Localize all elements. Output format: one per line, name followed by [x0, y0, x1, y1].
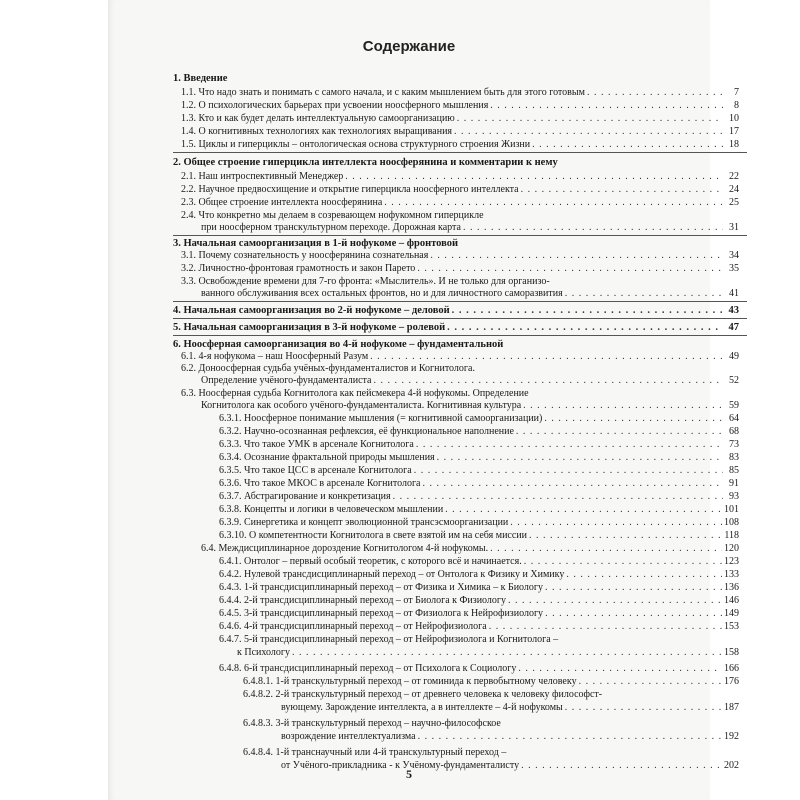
toc-entry-line[interactable]: 6.4.8.2. 2-й транскультурный переход – от древнего человека к человеку философст- [243, 689, 603, 700]
section-divider [173, 152, 747, 153]
toc-entry-line[interactable]: 6.3. Ноосферная судьба Когнитолога как пейсмекера 4-й нофукомы. Определение [181, 388, 529, 399]
toc-entry[interactable]: 3.1. Почему сознательность у ноосферянина сознательная . . . 34 [181, 250, 739, 261]
section-divider [173, 318, 747, 319]
toc-entry[interactable]: ванного обслуживания всех остальных фронтов, но и для личностного саморазвития . . . 41 [201, 288, 739, 299]
toc-entry-line[interactable]: 6.2. Доноосферная судьба учёных-фундаменталистов и Когнитолога. [181, 363, 475, 374]
toc-entry[interactable]: 6.3.3. Что такое УМК в арсенале Когнитолога . . . 73 [219, 439, 739, 450]
section-heading[interactable]: 1. Введение [173, 73, 228, 84]
toc-entry[interactable]: 6.3.2. Научно-осознанная рефлексия, её функциональное наполнение . . . 68 [219, 426, 739, 437]
toc-entry[interactable]: 2.3. Общее строение интеллекта ноосферянина . . . 25 [181, 197, 739, 208]
section-divider [173, 235, 747, 236]
section-heading[interactable]: 2. Общее строение гиперцикла интеллекта ноосферянина и комментарии к нему [173, 157, 558, 168]
toc-entry-line[interactable]: 2.4. Что конкретно мы делаем в созревающем нофукомном гиперцикле [181, 210, 484, 221]
toc-entry[interactable]: 6.4.1. Онтолог – первый особый теоретик, с которого всё и начинается. . . . 123 [219, 556, 739, 567]
toc-entry[interactable]: возрождение интеллектуализма . . . 192 [281, 731, 739, 742]
toc-entry[interactable]: 2.1. Наш интроспективный Менеджер . . . 22 [181, 171, 739, 182]
toc-entry[interactable]: 6.1. 4-я нофукома – наш Ноосферный Разум . . . 49 [181, 351, 739, 362]
toc-entry[interactable]: 6.4.6. 4-й трансдисциплинарный переход – от Нейрофизиолога . . . 153 [219, 621, 739, 632]
section-divider [173, 301, 747, 302]
toc-entry[interactable]: Когнитолога как особого учёного-фундаменталиста. Когнитивная культура . . . 59 [201, 400, 739, 411]
toc-entry[interactable]: 6.4.8. 6-й трансдисциплинарный переход – от Психолога к Социологу . . . 166 [219, 663, 739, 674]
toc-entry[interactable]: Определение учёного-фундаменталиста . . . 52 [201, 375, 739, 386]
toc-entry[interactable]: 1.3. Кто и как будет делать интеллектуальную самоорганизацию . . . 10 [181, 113, 739, 124]
toc-entry[interactable]: 1.2. О психологических барьерах при усвоении ноосферного мышления . . . 8 [181, 100, 739, 111]
toc-entry[interactable]: 1.1. Что надо знать и понимать с самого начала, и с каким мышлением быть для этого готовым . . . 7 [181, 87, 739, 98]
toc-entry[interactable]: вующему. Зарождение интеллекта, а в интеллекте – 4-й нофукомы . . . 187 [281, 702, 739, 713]
toc-entry[interactable]: 6.4. Междисциплинарное дороздение Когнитологом 4-й нофукомы. . . . 120 [201, 543, 739, 554]
toc-entry[interactable]: 6.4.4. 2-й трансдисциплинарный переход – от Биолога к Физиологу . . . 146 [219, 595, 739, 606]
page-number: 5 [406, 767, 412, 781]
toc-entry[interactable]: 6.3.6. Что такое МКОС в арсенале Когнитолога . . . 91 [219, 478, 739, 489]
toc-entry[interactable]: от Учёного-прикладника - к Учёному-фундаменталисту . . . 202 [281, 760, 739, 771]
toc-entry[interactable]: при ноосферном транскультурном переходе. Дорожная карта . . . 31 [201, 222, 739, 233]
toc-entry[interactable]: 6.3.1. Ноосферное понимание мышления (= когнитивной самоорганизации) . . . 64 [219, 413, 739, 424]
toc-entry[interactable]: 3.2. Личностно-фронтовая грамотность и закон Парето . . . 35 [181, 263, 739, 274]
toc-entry-line[interactable]: 6.4.7. 5-й трансдисциплинарный переход – от Нейрофизиолога и Когнитолога – [219, 634, 559, 645]
toc-entry-line[interactable]: 6.4.8.4. 1-й транснаучный или 4-й транскультурный переход – [243, 747, 507, 758]
toc-entry[interactable]: 6.3.8. Концепты и логики в человеческом мышлении . . . 101 [219, 504, 739, 515]
toc-entry[interactable]: 6.3.7. Абстрагирование и конкретизация . . . 93 [219, 491, 739, 502]
toc-entry[interactable]: к Психологу . . . 158 [237, 647, 739, 658]
section-divider [173, 335, 747, 336]
toc-entry[interactable]: 6.3.9. Синергетика и концепт эволюционной трансэсмоорганизации . . . 108 [219, 517, 739, 528]
toc-entry[interactable]: 6.4.5. 3-й трансдисциплинарный переход – от Физиолога к Нейрофизиологу . . . 149 [219, 608, 739, 619]
toc-entry[interactable]: 6.4.8.1. 1-й транскультурный переход – от гоминида к первобытному человеку . . . 176 [243, 676, 739, 687]
toc-entry[interactable]: 6.3.10. О компетентности Когнитолога в свете взятой им на себя миссии . . . 118 [219, 530, 739, 541]
page-title: Содержание [362, 38, 456, 55]
section-heading[interactable]: 5. Начальная самоорганизация в 3-й нофукоме – ролевой . . . 47 [173, 322, 739, 333]
section-heading[interactable]: 3. Начальная самоорганизация в 1-й нофукоме – фронтовой [173, 238, 459, 249]
toc-entry[interactable]: 6.4.2. Нулевой трансдисциплинарный переход – от Онтолога к Физику и Химику . . . 133 [219, 569, 739, 580]
section-heading[interactable]: 6. Ноосферная самоорганизация во 4-й нофукоме – фундаментальной [173, 339, 504, 350]
toc-entry-line[interactable]: 3.3. Освобождение времени для 7-го фронта: «Мыслитель». И не только для организо- [181, 276, 550, 287]
toc-entry[interactable]: 6.3.5. Что такое ЦСС в арсенале Когнитолога . . . 85 [219, 465, 739, 476]
section-heading[interactable]: 4. Начальная самоорганизация во 2-й нофукоме – деловой . . . 43 [173, 305, 739, 316]
toc-entry[interactable]: 6.4.3. 1-й трансдисциплинарный переход – от Физика и Химика – к Биологу . . . 136 [219, 582, 739, 593]
toc-entry[interactable]: 1.5. Циклы и гиперциклы – онтологическая основа структурного строения Жизни . . . 18 [181, 139, 739, 150]
toc-entry[interactable]: 2.2. Научное предвосхищение и открытие гиперцикла ноосферного интеллекта . . . 24 [181, 184, 739, 195]
book-page [108, 0, 739, 800]
toc-entry[interactable]: 1.4. О когнитивных технологиях как технологиях выращивания . . . 17 [181, 126, 739, 137]
toc-entry[interactable]: 6.3.4. Осознание фрактальной природы мышления . . . 83 [219, 452, 739, 463]
toc-entry-line[interactable]: 6.4.8.3. 3-й транскультурный переход – научно-философское [243, 718, 501, 729]
